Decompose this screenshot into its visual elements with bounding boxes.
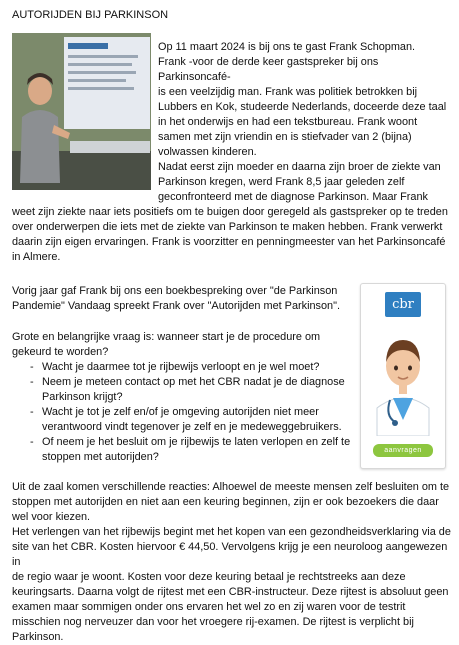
- page-title: AUTORIJDEN BIJ PARKINSON: [12, 9, 169, 21]
- paragraph-line: Het verlengen van het rijbewijs begint met het kopen van een gezondheidsverklaring via de: [12, 526, 451, 538]
- intro-line: is een veelzijdig man. Frank was politiek betrokken bij: [158, 86, 418, 98]
- list-item-text: stoppen met autorijden?: [42, 451, 159, 463]
- intro-line: Frank -voor de derde keer gastspreker bij ons Parkinsoncafé-: [158, 56, 379, 83]
- paragraph-line: geconfronteerd met de diagnose Parkinson. Maar Frank: [158, 191, 428, 203]
- doctor-icon: [373, 328, 433, 436]
- list-item: [12, 435, 357, 465]
- intro-line: samen met zijn vriendin en is stiefvader van 2 (bijna): [158, 131, 412, 143]
- paragraph-line: wel voor kiezen.: [12, 511, 91, 523]
- intro-line: Op 11 maart 2024 is bij ons te gast Frank Schopman.: [158, 41, 416, 53]
- question-block: [12, 330, 357, 465]
- paragraph-line: weet zijn ziekte naar iets positiefs om te buigen door geregeld als gastspreker op te treden: [12, 206, 448, 218]
- paragraph-line: stoppen met autorijden en niet aan een keuring beginnen, zijn er ook bezoekers die daar: [12, 496, 439, 508]
- paragraph-line: keuringsarts. Daarna volgt de rijtest met een CBR-instructeur. Deze rijtest is absoluut geen: [12, 586, 449, 598]
- aanvragen-button[interactable]: aanvragen: [373, 444, 433, 457]
- paragraph-book-talk: [12, 284, 357, 314]
- list-item-text: - Of neem je het besluit om je rijbewijs te laten verlopen en zelf te: [42, 436, 351, 448]
- question-list: [12, 360, 357, 465]
- paragraph-line: over onderwerpen die iets met de ziekte van Parkinson te maken hebben. Frank verwerkt: [12, 221, 443, 233]
- list-item-text: - Wacht je daarmee tot je rijbewijs verloopt en je wel moet?: [42, 361, 320, 373]
- speaker-photo: [12, 33, 151, 190]
- cbr-logo: cbr: [385, 292, 421, 317]
- list-item: [12, 360, 357, 375]
- question-line: Grote en belangrijke vraag is: wanneer start je de procedure om: [12, 331, 321, 343]
- paragraph-diagnosis-start: [158, 160, 450, 205]
- cbr-card: [360, 283, 446, 469]
- list-item-text: Parkinson krijgt?: [42, 391, 123, 403]
- intro-paragraph: [158, 40, 450, 160]
- list-item: [12, 405, 357, 435]
- list-item-text: - Wacht je tot je zelf en/of je omgeving autorijden niet meer: [42, 406, 319, 418]
- intro-line: Lubbers en Kok, studeerde Nederlands, doceerde deze taal: [158, 101, 447, 113]
- list-item-text: verantwoord vindt tegenover je zelf en je medeweggebruikers.: [42, 421, 342, 433]
- paragraph-reactions: [12, 480, 452, 645]
- paragraph-line: site van het CBR. Kosten hiervoor € 44,50. Vervolgens krijg je een neuroloog aangewezen in: [12, 541, 448, 568]
- list-item-text: - Neem je meteen contact op met het CBR nadat je de diagnose: [42, 376, 345, 388]
- paragraph-line: Vorig jaar gaf Frank bij ons een boekbespreking over "de Parkinson: [12, 285, 338, 297]
- intro-line: volwassen kinderen.: [158, 146, 257, 158]
- paragraph-line: Parkinson.: [12, 631, 64, 643]
- paragraph-line: Parkinson kregen, werd Frank 8,5 jaar geleden zelf: [158, 176, 405, 188]
- paragraph-diagnosis-rest: [12, 205, 452, 265]
- paragraph-line: in Almere.: [12, 251, 61, 263]
- paragraph-line: de regio waar je woont. Kosten voor deze keuring betaal je rechtstreeks aan deze: [12, 571, 406, 583]
- intro-line: in het onderwijs en had een tekstbureau. Frank woont: [158, 116, 418, 128]
- paragraph-line: examen maar sommigen onder ons ervaren het wel zo en zij waren voor de testrit: [12, 601, 406, 613]
- question-line: gekeurd te worden?: [12, 346, 109, 358]
- paragraph-line: daarin zijn eigen ervaringen. Frank is voorzitter en penningmeester van het Parkinsoncafé: [12, 236, 446, 248]
- paragraph-line: Nadat eerst zijn moeder en daarna zijn broer de ziekte van: [158, 161, 441, 173]
- speaker-photo-illustration: [12, 33, 151, 190]
- paragraph-line: misschien nog nerveuzer dan voor het vroegere rij-examen. De rijtest is verplicht bij: [12, 616, 414, 628]
- paragraph-line: Uit de zaal komen verschillende reacties: Alhoewel de meeste mensen zelf besluiten om te: [12, 481, 450, 493]
- list-item: [12, 375, 357, 405]
- paragraph-line: Pandemie" Vandaag spreekt Frank over "Autorijden met Parkinson".: [12, 300, 340, 312]
